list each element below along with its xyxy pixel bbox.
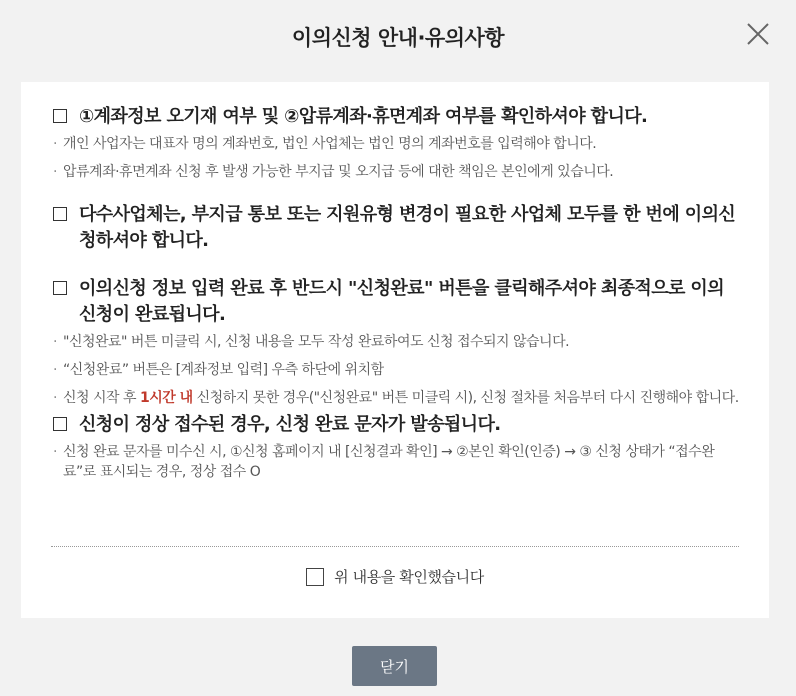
notice-section-3 — [53, 276, 739, 408]
notice-section-4 — [53, 412, 739, 482]
close-button[interactable]: 닫기 — [352, 646, 437, 686]
checkbox-glyph-icon — [53, 207, 67, 221]
checkbox-glyph-icon — [53, 417, 67, 431]
notice-bullet: · 신청 완료 문자를 미수신 시, ①신청 홈페이지 내 [신청결과 확인] → ②본인 확인(인증) → ③ 신청 상태가 “접수완료”로 표시되는 경우, 정상 접수 O — [53, 442, 739, 482]
close-icon[interactable] — [746, 22, 770, 46]
notice-bullets-3 — [53, 332, 739, 408]
notice-section-1 — [53, 104, 739, 182]
notice-bullets-1 — [53, 134, 739, 182]
notice-heading-text: ①계좌정보 오기재 여부 및 ②압류계좌·휴면계좌 여부를 확인하셔야 합니다. — [79, 106, 648, 127]
highlight-text: 1시간 내 — [139, 390, 193, 406]
modal-title: 이의신청 안내·유의사항 — [291, 26, 505, 50]
confirm-checkbox[interactable] — [306, 568, 324, 586]
notice-heading-3 — [53, 276, 739, 328]
bullet-text: 신청 시작 후 — [63, 390, 140, 406]
notice-bullet: · “신청완료” 버튼은 [계좌정보 입력] 우측 하단에 위치함 — [53, 360, 739, 380]
notice-bullet: · 개인 사업자는 대표자 명의 계좌번호, 법인 사업체는 법인 명의 계좌번호를 입력해야 합니다. — [53, 134, 739, 154]
notice-bullets-4 — [53, 442, 739, 482]
checkbox-glyph-icon — [53, 281, 67, 295]
checkbox-glyph-icon — [53, 109, 67, 123]
notice-heading-text: 신청이 정상 접수된 경우, 신청 완료 문자가 발송됩니다. — [79, 414, 501, 435]
notice-heading-text: 다수사업체는, 부지급 통보 또는 지원유형 변경이 필요한 사업체 모두를 한 번에 이의신청하셔야 합니다. — [79, 204, 736, 251]
notice-heading-text: 이의신청 정보 입력 완료 후 반드시 "신청완료" 버튼을 클릭해주셔야 최종적으로 이의신청이 완료됩니다. — [79, 278, 725, 325]
divider — [51, 546, 739, 547]
notice-heading-1 — [53, 104, 739, 130]
close-icon-graphic — [746, 22, 770, 46]
notice-bullet: · 압류계좌·휴면계좌 신청 후 발생 가능한 부지급 및 오지급 등에 대한 책임은 본인에게 있습니다. — [53, 162, 739, 182]
confirm-row — [21, 566, 769, 587]
notice-section-2 — [53, 202, 739, 254]
notice-content — [21, 82, 769, 618]
bullet-text: 신청하지 못한 경우("신청완료" 버튼 미클릭 시), 신청 절차를 처음부터 다시 진행해야 합니다. — [192, 390, 739, 406]
notice-heading-4 — [53, 412, 739, 438]
notice-bullet — [53, 388, 739, 408]
notice-heading-2 — [53, 202, 739, 254]
notice-bullet: · "신청완료" 버튼 미클릭 시, 신청 내용을 모두 작성 완료하여도 신청 접수되지 않습니다. — [53, 332, 739, 352]
confirm-label[interactable]: 위 내용을 확인했습니다 — [334, 568, 484, 586]
